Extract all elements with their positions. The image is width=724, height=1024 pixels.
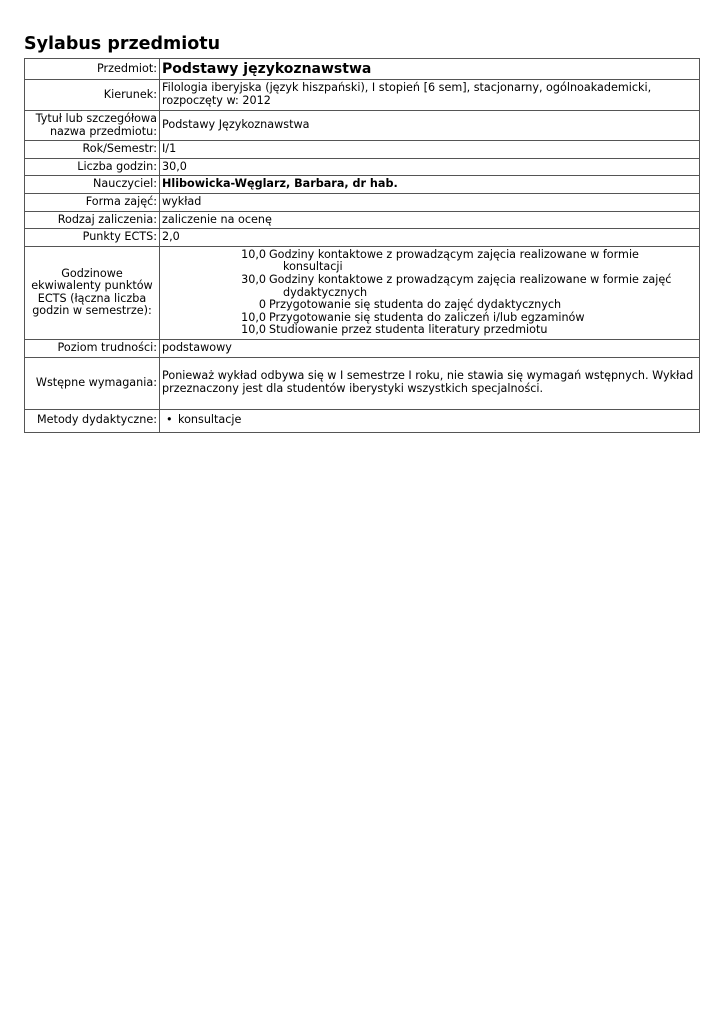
- hours-desc: Studiowanie przez studenta literatury przedmiotu: [269, 323, 548, 337]
- list-item-text: konsultacje: [178, 413, 242, 427]
- hours-item: [162, 274, 697, 299]
- label-tytul: Tytuł lub szczegółowa nazwa przedmiotu:: [25, 111, 160, 141]
- value-ects: 2,0: [160, 229, 700, 247]
- page-title: Sylabus przedmiotu: [24, 34, 221, 54]
- row-rok: [25, 141, 700, 159]
- value-poziom: podstawowy: [160, 339, 700, 357]
- row-metody: [25, 409, 700, 432]
- hours-value: 10,0: [241, 323, 266, 337]
- value-godzinowe: [160, 246, 700, 339]
- row-godziny: [25, 158, 700, 176]
- hours-item: [162, 299, 697, 312]
- hours-desc: Godziny kontaktowe z prowadzącym zajęcia realizowane w formie zajęć dydaktycznych: [269, 272, 672, 299]
- label-zaliczenie: Rodzaj zaliczenia:: [25, 211, 160, 229]
- row-nauczyciel: [25, 176, 700, 194]
- label-forma: Forma zajęć:: [25, 193, 160, 211]
- row-tytul: [25, 111, 700, 141]
- hours-desc: Przygotowanie się studenta do zajęć dydaktycznych: [269, 298, 562, 312]
- value-przedmiot: Podstawy językoznawstwa: [160, 59, 700, 80]
- label-wymagania: Wstępne wymagania:: [25, 357, 160, 409]
- label-metody: Metody dydaktyczne:: [25, 409, 160, 432]
- value-tytul: Podstawy Językoznawstwa: [160, 111, 700, 141]
- value-metody: [160, 409, 700, 432]
- label-godziny: Liczba godzin:: [25, 158, 160, 176]
- label-kierunek: Kierunek:: [25, 80, 160, 111]
- label-przedmiot: Przedmiot:: [25, 59, 160, 80]
- syllabus-table: [24, 58, 700, 433]
- row-zaliczenie: [25, 211, 700, 229]
- hours-item: [162, 249, 697, 274]
- label-poziom: Poziom trudności:: [25, 339, 160, 357]
- row-ects: [25, 229, 700, 247]
- value-forma: wykład: [160, 193, 700, 211]
- hours-value: 0: [258, 298, 266, 312]
- row-godzinowe: [25, 246, 700, 339]
- value-kierunek: Filologia iberyjska (język hiszpański), I stopień [6 sem], stacjonarny, ogólnoakademicki, rozpoczęty w: 2012: [160, 80, 700, 111]
- label-rok: Rok/Semestr:: [25, 141, 160, 159]
- bullet-icon: •: [166, 413, 173, 427]
- label-nauczyciel: Nauczyciel:: [25, 176, 160, 194]
- row-kierunek: [25, 80, 700, 111]
- hours-value: 10,0: [241, 247, 266, 261]
- label-godzinowe: Godzinowe ekwiwalenty punktów ECTS (łączna liczba godzin w semestrze):: [25, 246, 160, 339]
- list-item: [162, 414, 697, 427]
- row-forma: [25, 193, 700, 211]
- row-poziom: [25, 339, 700, 357]
- hours-item: [162, 324, 697, 337]
- hours-desc: Godziny kontaktowe z prowadzącym zajęcia realizowane w formie konsultacji: [269, 247, 639, 274]
- hours-value: 10,0: [241, 310, 266, 324]
- value-rok: I/1: [160, 141, 700, 159]
- value-zaliczenie: zaliczenie na ocenę: [160, 211, 700, 229]
- value-wymagania: Ponieważ wykład odbywa się w I semestrze I roku, nie stawia się wymagań wstępnych. Wykład przeznaczony jest dla studentów iberystyki wszystkich specjalności.: [160, 357, 700, 409]
- hours-value: 30,0: [241, 272, 266, 286]
- hours-desc: Przygotowanie się studenta do zaliczeń i/lub egzaminów: [269, 310, 585, 324]
- value-godziny: 30,0: [160, 158, 700, 176]
- label-ects: Punkty ECTS:: [25, 229, 160, 247]
- value-nauczyciel: Hlibowicka-Węglarz, Barbara, dr hab.: [160, 176, 700, 194]
- row-przedmiot: [25, 59, 700, 80]
- row-wymagania: [25, 357, 700, 409]
